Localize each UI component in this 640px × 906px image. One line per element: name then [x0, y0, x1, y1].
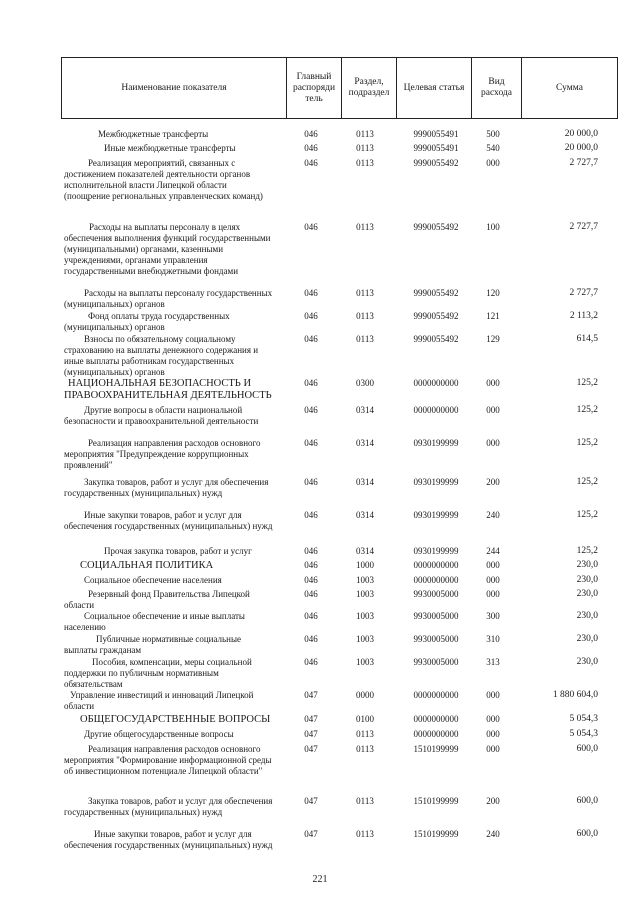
row-gl: 047	[304, 744, 318, 754]
row-sum: 20 000,0	[564, 129, 598, 139]
row-vr: 000	[486, 729, 500, 739]
header-sum: Сумма	[522, 58, 618, 119]
row-name: СОЦИАЛЬНАЯ ПОЛИТИКА	[80, 560, 214, 571]
row-name: Резервный фонд Правительства Липецкой области	[64, 589, 250, 610]
row-sum: 125,2	[576, 477, 598, 487]
row-gl: 047	[304, 829, 318, 839]
row-name: Закупка товаров, работ и услуг для обеспечения государственных (муниципальных) нужд	[64, 477, 269, 498]
row-vr: 121	[486, 311, 500, 321]
row-vr: 000	[486, 690, 500, 700]
row-gl: 046	[304, 334, 318, 344]
row-rz: 0000	[356, 690, 374, 700]
row-cs: 9990055492	[413, 288, 459, 298]
row-name: Иные закупки товаров, работ и услуг для обеспечения государственных (муниципальных) нужд	[64, 510, 273, 531]
row-rz: 0314	[356, 546, 374, 556]
row-vr: 540	[486, 143, 500, 153]
row-gl: 046	[304, 311, 318, 321]
row-rz: 1003	[356, 589, 374, 599]
row-rz: 0314	[356, 405, 374, 415]
row-gl: 046	[304, 158, 318, 168]
row-gl: 046	[304, 143, 318, 153]
row-vr: 000	[486, 378, 500, 388]
row-cs: 0000000000	[413, 560, 459, 570]
row-gl: 046	[304, 129, 318, 139]
row-name: Социальное обеспечение населения	[84, 575, 222, 585]
row-gl: 046	[304, 288, 318, 298]
row-name: Иные межбюджетные трансферты	[104, 143, 236, 153]
row-rz: 0113	[356, 222, 374, 232]
row-rz: 0314	[356, 510, 374, 520]
row-gl: 046	[304, 611, 318, 621]
row-vr: 200	[486, 477, 500, 487]
row-rz: 1003	[356, 634, 374, 644]
row-sum: 230,0	[576, 589, 598, 599]
row-sum: 614,5	[576, 334, 598, 344]
row-gl: 046	[304, 477, 318, 487]
row-rz: 0100	[356, 714, 374, 724]
row-cs: 1510199999	[413, 744, 459, 754]
row-vr: 244	[486, 546, 500, 556]
row-name: Расходы на выплаты персоналу в целях обеспечения выполнения функций государственными (муниципальными) органами, казенными учреждениями, органами управления государственными внебюджетными фондами	[64, 222, 271, 276]
row-name: Управление инвестиций и инноваций Липецкой области	[64, 690, 254, 711]
row-gl: 046	[304, 546, 318, 556]
row-vr: 300	[486, 611, 500, 621]
header-name: Наименование показателя	[62, 58, 287, 119]
row-name: Реализация мероприятий, связанных с достижением показателей деятельности органов исполнительной власти Липецкой области (поощрение региональных управленческих команд)	[64, 158, 263, 201]
row-gl: 046	[304, 378, 318, 388]
row-name: Публичные нормативные социальные выплаты гражданам	[64, 634, 242, 655]
row-gl: 046	[304, 589, 318, 599]
row-gl: 046	[304, 222, 318, 232]
row-rz: 0300	[356, 378, 374, 388]
row-name: Расходы на выплаты персоналу государственных (муниципальных) органов	[64, 288, 273, 309]
row-vr: 000	[486, 438, 500, 448]
row-name: Другие вопросы в области национальной безопасности и правоохранительной деятельности	[64, 405, 259, 426]
row-rz: 0113	[356, 143, 374, 153]
row-cs: 0000000000	[413, 575, 459, 585]
row-cs: 1510199999	[413, 829, 459, 839]
row-rz: 1003	[356, 611, 374, 621]
row-vr: 500	[486, 129, 500, 139]
row-rz: 0113	[356, 158, 374, 168]
row-vr: 129	[486, 334, 500, 344]
row-sum: 125,2	[576, 510, 598, 520]
row-gl: 046	[304, 510, 318, 520]
row-cs: 0930199999	[413, 477, 459, 487]
row-sum: 125,2	[576, 546, 598, 556]
row-gl: 046	[304, 657, 318, 667]
row-name: Реализация направления расходов основного мероприятия "Предупреждение коррупционных проявлений"	[64, 438, 261, 470]
row-vr: 313	[486, 657, 500, 667]
header-gl: Главный распоряди тель	[287, 58, 342, 119]
row-rz: 0113	[356, 311, 374, 321]
row-rz: 0113	[356, 829, 374, 839]
row-gl: 046	[304, 575, 318, 585]
row-cs: 9930005000	[413, 657, 459, 667]
row-cs: 9990055492	[413, 158, 459, 168]
row-gl: 046	[304, 560, 318, 570]
row-sum: 5 054,3	[569, 729, 598, 739]
row-rz: 1003	[356, 657, 374, 667]
row-vr: 310	[486, 634, 500, 644]
row-vr: 000	[486, 589, 500, 599]
row-vr: 000	[486, 158, 500, 168]
row-name: Пособия, компенсации, меры социальной поддержки по публичным нормативным обязательствам	[64, 657, 252, 689]
row-cs: 0930199999	[413, 438, 459, 448]
row-cs: 0000000000	[413, 378, 459, 388]
row-sum: 1 880 604,0	[552, 690, 598, 700]
row-rz: 0314	[356, 477, 374, 487]
row-sum: 2 727,7	[569, 158, 598, 168]
row-sum: 600,0	[576, 796, 598, 806]
row-sum: 230,0	[576, 634, 598, 644]
row-gl: 047	[304, 690, 318, 700]
row-name: Другие общегосударственные вопросы	[84, 729, 234, 739]
row-cs: 0000000000	[413, 729, 459, 739]
row-sum: 2 727,7	[569, 288, 598, 298]
row-sum: 2 727,7	[569, 222, 598, 232]
header-rz: Раздел, подраздел	[342, 58, 397, 119]
row-sum: 230,0	[576, 611, 598, 621]
row-vr: 200	[486, 796, 500, 806]
row-vr: 000	[486, 744, 500, 754]
row-cs: 0000000000	[413, 714, 459, 724]
row-cs: 9990055492	[413, 311, 459, 321]
row-gl: 047	[304, 714, 318, 724]
row-sum: 600,0	[576, 744, 598, 754]
row-rz: 0113	[356, 744, 374, 754]
row-vr: 240	[486, 829, 500, 839]
row-vr: 240	[486, 510, 500, 520]
row-sum: 230,0	[576, 575, 598, 585]
row-sum: 125,2	[576, 438, 598, 448]
row-cs: 0000000000	[413, 690, 459, 700]
row-sum: 230,0	[576, 657, 598, 667]
row-rz: 0113	[356, 129, 374, 139]
row-vr: 000	[486, 560, 500, 570]
row-rz: 1000	[356, 560, 374, 570]
row-rz: 0113	[356, 796, 374, 806]
row-gl: 046	[304, 634, 318, 644]
row-rz: 0113	[356, 729, 374, 739]
row-cs: 9990055491	[413, 143, 459, 153]
row-cs: 9990055491	[413, 129, 459, 139]
row-name: Межбюджетные трансферты	[98, 129, 209, 139]
row-rz: 1003	[356, 575, 374, 585]
header-vr: Вид расхода	[472, 58, 522, 119]
page-number: 221	[312, 874, 328, 885]
row-name: ОБЩЕГОСУДАРСТВЕННЫЕ ВОПРОСЫ	[80, 714, 271, 725]
row-cs: 9930005000	[413, 589, 459, 599]
row-sum: 600,0	[576, 829, 598, 839]
row-cs: 9930005000	[413, 611, 459, 621]
row-name: Взносы по обязательному социальному страхованию на выплаты денежного содержания и иные выплаты работникам государственных (муниципальных) органов	[64, 334, 259, 377]
row-gl: 047	[304, 729, 318, 739]
row-sum: 230,0	[576, 560, 598, 570]
row-gl: 047	[304, 796, 318, 806]
row-cs: 9990055492	[413, 222, 459, 232]
table-header	[61, 57, 618, 119]
row-sum: 125,2	[576, 378, 598, 388]
row-cs: 0000000000	[413, 405, 459, 415]
row-vr: 000	[486, 405, 500, 415]
row-rz: 0113	[356, 288, 374, 298]
row-vr: 120	[486, 288, 500, 298]
row-rz: 0314	[356, 438, 374, 448]
row-name: Социальное обеспечение и иные выплаты населению	[64, 611, 245, 632]
row-sum: 2 113,2	[569, 311, 598, 321]
row-gl: 046	[304, 405, 318, 415]
row-name: Реализация направления расходов основного мероприятия "Формирование информационной среды об инвестиционном потенциале Липецкой области"	[64, 744, 272, 776]
row-sum: 5 054,3	[569, 714, 598, 724]
row-name: Закупка товаров, работ и услуг для обеспечения государственных (муниципальных) нужд	[64, 796, 273, 817]
row-vr: 100	[486, 222, 500, 232]
row-cs: 9930005000	[413, 634, 459, 644]
row-cs: 0930199999	[413, 546, 459, 556]
row-name: Фонд оплаты труда государственных (муниципальных) органов	[64, 311, 230, 332]
row-sum: 125,2	[576, 405, 598, 415]
row-cs: 1510199999	[413, 796, 459, 806]
row-name: Иные закупки товаров, работ и услуг для обеспечения государственных (муниципальных) нужд	[64, 829, 273, 850]
row-cs: 0930199999	[413, 510, 459, 520]
row-gl: 046	[304, 438, 318, 448]
row-vr: 000	[486, 575, 500, 585]
row-name: Прочая закупка товаров, работ и услуг	[104, 546, 252, 556]
header-cs: Целевая статья	[397, 58, 472, 119]
row-cs: 9990055492	[413, 334, 459, 344]
row-vr: 000	[486, 714, 500, 724]
row-sum: 20 000,0	[564, 143, 598, 153]
row-rz: 0113	[356, 334, 374, 344]
row-name: НАЦИОНАЛЬНАЯ БЕЗОПАСНОСТЬ И ПРАВООХРАНИТЕЛЬНАЯ ДЕЯТЕЛЬНОСТЬ	[64, 378, 272, 401]
